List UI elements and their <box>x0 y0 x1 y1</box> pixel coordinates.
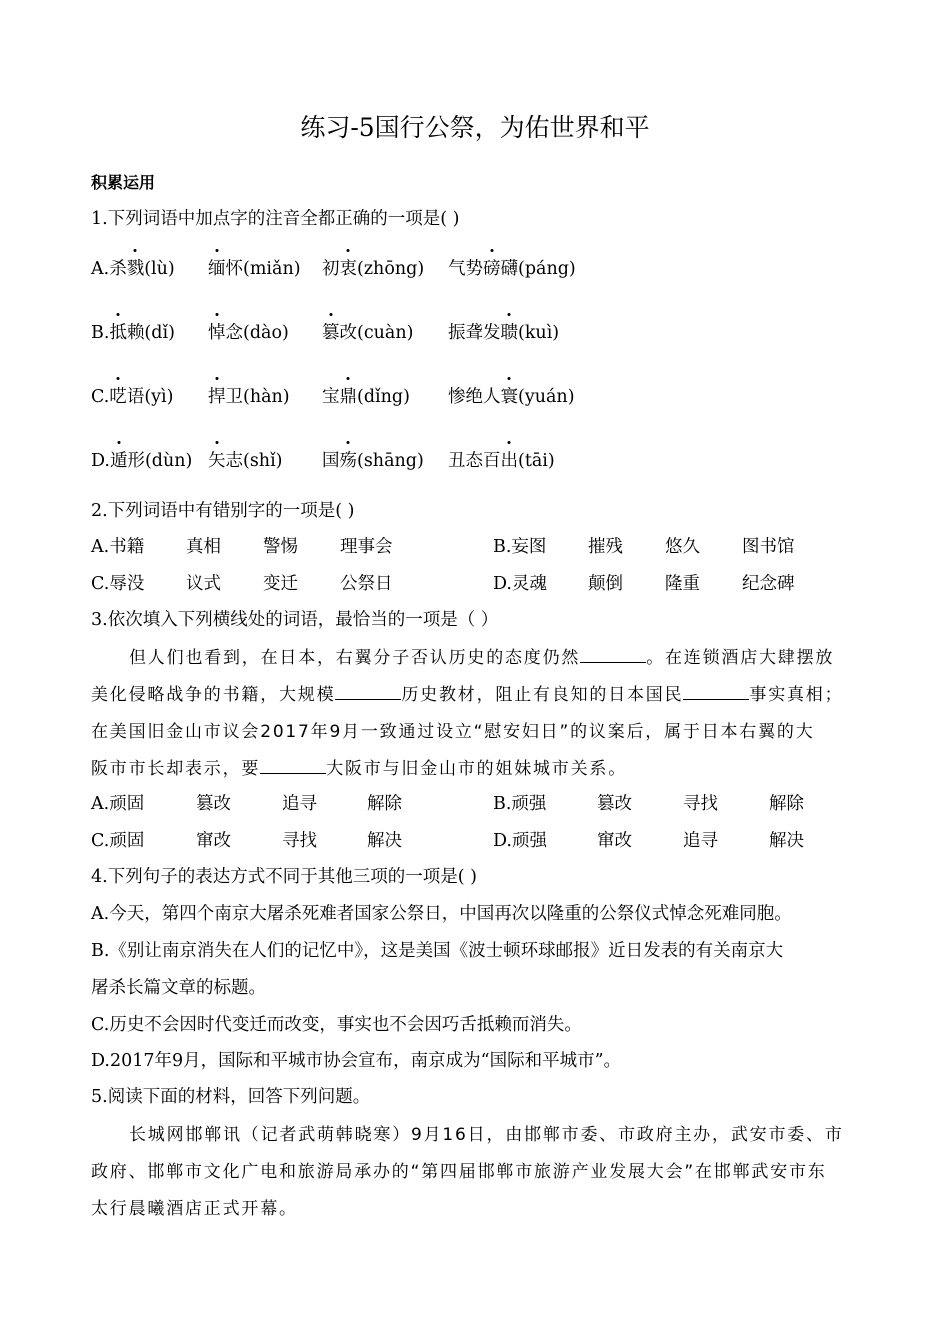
q3-option-word: 窜改 <box>196 831 231 851</box>
q1-option-a-word-3: 初衷(zhōng) <box>322 255 424 280</box>
option-letter: B. <box>91 323 110 343</box>
passage-text: 在美国旧金山市议会2017年9月一致通过设立“慰安妇日”的议案后，属于日本右翼的大 <box>91 722 815 742</box>
emphasis-dot-char: 遁 <box>110 447 128 472</box>
emphasis-dot-char: 悼 <box>208 319 226 344</box>
q4-option-c: C.历史不会因时代变迁而改变，事实也不会因巧舌抵赖而消失。 <box>91 1015 582 1035</box>
emphasis-dot-char: 矢 <box>208 447 226 472</box>
q1-option-c-word-2: 捍卫(hàn) <box>208 383 290 408</box>
emphasis-dot-char: 聩 <box>501 319 519 344</box>
q3-stem: 3.依次填入下列横线处的词语，最恰当的一项是（ ） <box>91 610 499 630</box>
q2-option-word: 议式 <box>186 574 221 594</box>
q3-option-word: 解决 <box>367 831 402 851</box>
q1-option-a-word-4: 气势磅礴(páng) <box>448 255 576 280</box>
q3-passage-line-2 <box>91 680 861 705</box>
q2-option-word: 警惕 <box>263 537 298 557</box>
emphasis-dot-char: 戮 <box>127 255 145 280</box>
q3-option-word: 寻找 <box>683 794 718 814</box>
q4-option-d: D.2017年9月，国际和平城市协会宣布，南京成为“国际和平城市”。 <box>91 1051 622 1071</box>
q2-option-word: 摧残 <box>588 537 623 557</box>
fill-blank <box>335 685 401 700</box>
q5-passage-line-1: 长城网邯郸讯（记者武萌韩晓寒）9月16日，由邯郸市委、市政府主办，武安市委、市 <box>129 1125 844 1145</box>
q3-option-word: 解除 <box>769 794 804 814</box>
q3-option-word: C.顽固 <box>91 831 145 851</box>
emphasis-dot-char: 鼎 <box>340 383 358 408</box>
q4-stem: 4.下列句子的表达方式不同于其他三项的一项是( ) <box>91 867 477 887</box>
q4-option-b-cont: 屠杀长篇文章的标题。 <box>91 978 266 998</box>
emphasis-dot-char: 殇 <box>340 447 358 472</box>
q3-option-word: 解决 <box>769 831 804 851</box>
fill-blank <box>683 685 749 700</box>
option-letter: A. <box>91 259 110 279</box>
q2-option-word: 颠倒 <box>588 574 623 594</box>
emphasis-dot-char: 衷 <box>340 255 358 280</box>
q1-option-b-word-4: 振聋发聩(kuì) <box>448 319 559 344</box>
q2-option-word: 悠久 <box>665 537 700 557</box>
page-title: 练习-5国行公祭，为佑世界和平 <box>300 113 650 142</box>
q3-option-word: 篡改 <box>597 794 632 814</box>
passage-text: 大阪市与旧金山市的姐妹城市关系。 <box>326 759 628 779</box>
q2-option-word: A.书籍 <box>91 537 145 557</box>
q1-option-c-word-4: 惨绝人寰(yuán) <box>448 383 575 408</box>
q3-option-word: A.顽固 <box>91 794 145 814</box>
q1-option-b-word-1: B.抵赖(dǐ) <box>91 319 175 344</box>
emphasis-dot-char: 寰 <box>501 383 519 408</box>
q1-option-b-word-2: 悼念(dào) <box>208 319 289 344</box>
q3-passage-line-3 <box>91 717 861 742</box>
q1-option-d-word-4: 丑态百出(tāi) <box>448 447 555 472</box>
q1-option-d-word-1: D.遁形(dùn) <box>91 447 192 472</box>
q1-option-d-word-3: 国殇(shāng) <box>322 447 424 472</box>
emphasis-dot-char: 出 <box>501 447 519 472</box>
q2-option-word: 纪念碑 <box>742 574 795 594</box>
option-letter: C. <box>91 387 110 407</box>
q1-option-c-word-1: C.呓语(yì) <box>91 383 173 408</box>
q3-option-word: D.顽强 <box>493 831 547 851</box>
q3-option-word: 追寻 <box>683 831 718 851</box>
emphasis-dot-char: 篡 <box>322 319 340 344</box>
q5-stem: 5.阅读下面的材料，回答下列问题。 <box>91 1087 371 1107</box>
q2-option-word: 公祭日 <box>340 574 393 594</box>
passage-text: 。在连锁酒店大肆摆放 <box>646 648 835 668</box>
q1-option-a-word-1: A.杀戮(lù) <box>91 255 175 280</box>
q1-stem: 1.下列词语中加点字的注音全都正确的一项是( ) <box>91 209 460 229</box>
emphasis-dot-char: 缅 <box>208 255 226 280</box>
passage-text: 但人们也看到，在日本，右翼分子否认历史的态度仍然 <box>129 648 581 668</box>
q2-option-word: 图书馆 <box>742 537 795 557</box>
option-letter: D. <box>91 451 110 471</box>
q2-option-word: B.妄图 <box>493 537 547 557</box>
section-heading: 积累运用 <box>91 173 156 192</box>
emphasis-dot-char: 抵 <box>109 319 127 344</box>
q3-option-word: 寻找 <box>282 831 317 851</box>
emphasis-dot-char: 呓 <box>109 383 127 408</box>
q1-option-a-word-2: 缅怀(miǎn) <box>208 255 301 280</box>
q3-option-word: 追寻 <box>282 794 317 814</box>
fill-blank <box>260 759 326 774</box>
q5-passage-line-3: 太行晨曦酒店正式开幕。 <box>91 1199 298 1219</box>
q4-option-b: B.《别让南京消失在人们的记忆中》，这是美国《波士顿环球邮报》近日发表的有关南京大 <box>91 941 784 961</box>
emphasis-dot-char: 捍 <box>208 383 226 408</box>
q1-option-c-word-3: 宝鼎(dǐng) <box>322 383 410 408</box>
passage-text: 事实真相； <box>749 685 844 705</box>
q2-option-word: 变迁 <box>263 574 298 594</box>
passage-text: 美化侵略战争的书籍，大规模 <box>91 685 336 705</box>
q3-passage-line-4 <box>91 754 861 779</box>
emphasis-dot-char: 磅 <box>483 255 501 280</box>
q2-option-word: D.灵魂 <box>493 574 547 594</box>
q5-passage-line-2: 政府、邯郸市文化广电和旅游局承办的“第四届邯郸市旅游产业发展大会”在邯郸武安市东 <box>91 1162 827 1182</box>
q2-option-word: C.辱没 <box>91 574 145 594</box>
q1-option-d-word-2: 矢志(shǐ) <box>208 447 283 472</box>
q2-option-word: 隆重 <box>665 574 700 594</box>
q3-option-word: 窜改 <box>597 831 632 851</box>
q1-option-b-word-3: 篡改(cuàn) <box>322 319 413 344</box>
q3-option-word: 篡改 <box>196 794 231 814</box>
passage-text: 阪市市长却表示，要 <box>91 759 261 779</box>
q3-passage-line-1 <box>91 643 861 668</box>
q3-option-word: 解除 <box>367 794 402 814</box>
fill-blank <box>580 648 646 663</box>
passage-text: 历史教材，阻止有良知的日本国民 <box>401 685 684 705</box>
q2-option-word: 真相 <box>186 537 221 557</box>
q2-option-word: 理事会 <box>340 537 393 557</box>
q2-stem: 2.下列词语中有错别字的一项是( ) <box>91 501 355 521</box>
q3-option-word: B.顽强 <box>493 794 547 814</box>
q4-option-a: A.今天，第四个南京大屠杀死难者国家公祭日，中国再次以隆重的公祭仪式悼念死难同胞。 <box>91 904 792 924</box>
